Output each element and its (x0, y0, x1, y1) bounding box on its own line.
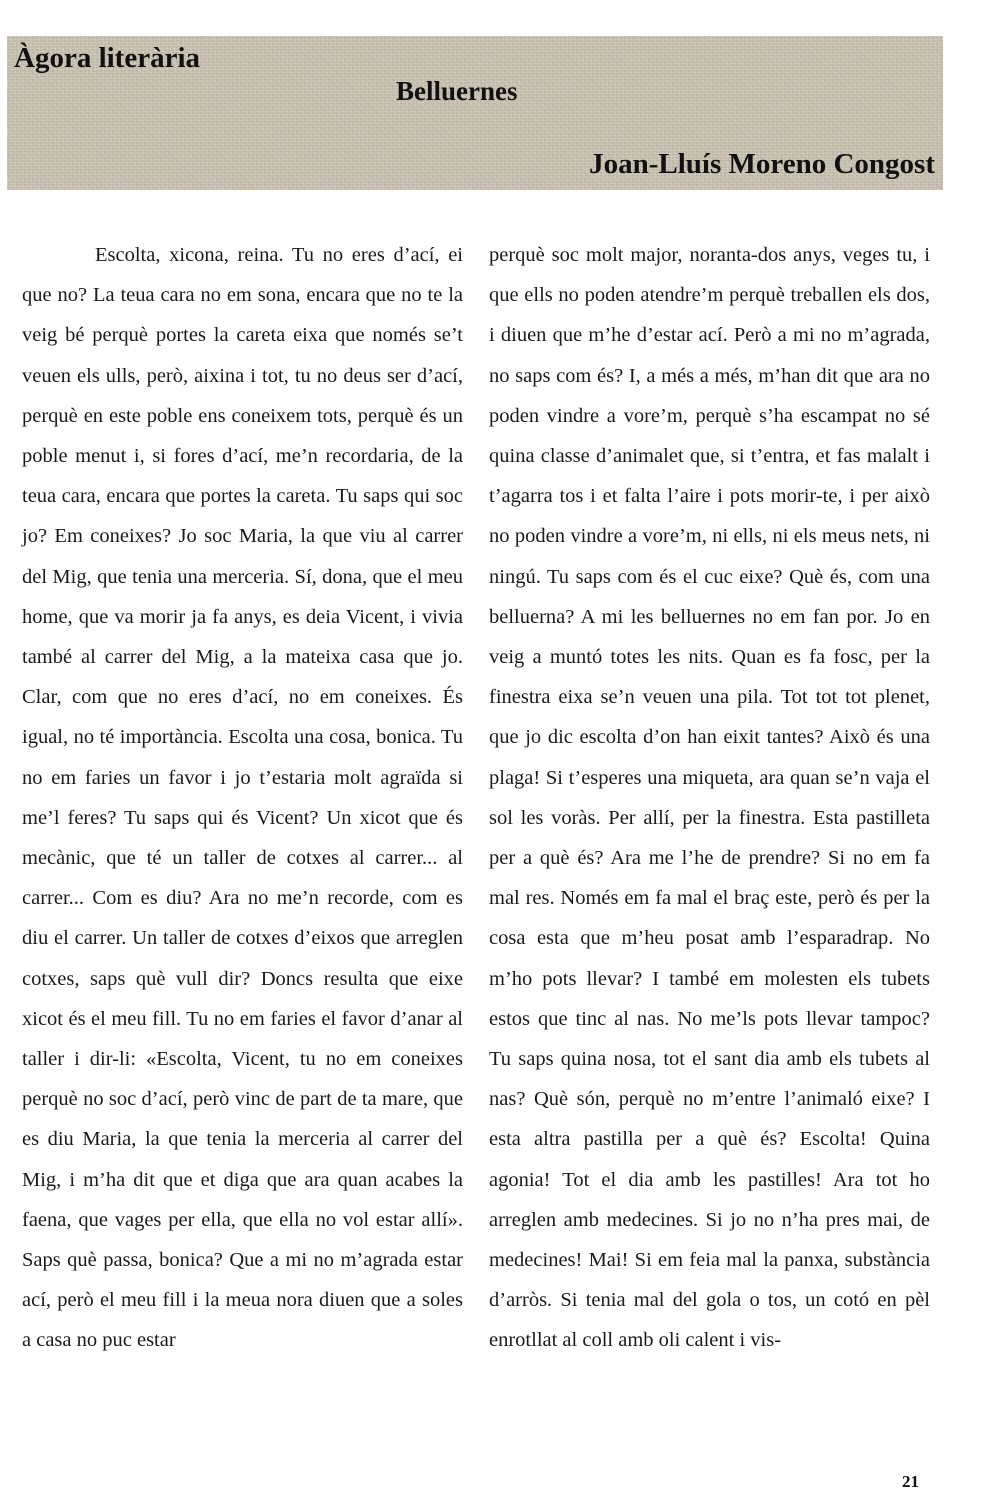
text-column-right (489, 235, 930, 1361)
article-title: Belluernes (396, 76, 518, 106)
author-name: Joan-Lluís Moreno Congost (589, 148, 935, 180)
text-column-left (22, 235, 463, 1361)
page-number: 21 (902, 1472, 919, 1491)
paragraph: perquè soc molt major, noranta-dos anys, veges tu, i que ells no poden atendre’m perquè treballen els dos, i diuen que m’he d’estar ací. Però a mi no m’agrada, no saps com és? I, a més a més, m’han dit que ara no poden vindre a vore’m, perquè s’ha escampat no sé quina classe d’animalet que, si t’entra, et fas malalt i t’agarra tos i et falta l’aire i pots morir-te, i per això no poden vindre a vore’m, ni ells, ni els meus nets, ni ningú. Tu saps com és el cuc eixe? Què és, com una belluerna? A mi les belluernes no em fan por. Jo en veig a muntó totes les nits. Quan es fa fosc, per la finestra eixa se’n veuen una pila. Tot tot tot plenet, que jo dic escolta d’on han eixit tantes? Això és una plaga! Si t’esperes una miqueta, ara quan se’n vaja el sol les voràs. Per allí, per la finestra. Esta pastilleta per a què és? Ara me l’he de prendre? Si no em fa mal res. Només em fa mal el braç este, però és per la cosa esta que m’heu posat amb l’esparadrap. No m’ho pots llevar? I també em molesten els tubets estos que tinc al nas. No me’ls pots llevar tampoc? Tu saps quina nosa, tot el sant dia amb els tubets al nas? Què són, perquè no m’entre l’animaló eixe? I esta altra pastilla per a què és? Escolta! Quina agonia! Tot el dia amb les pastilles! Ara tot ho arreglen amb medecines. Si jo no n’ha pres mai, de medecines! Mai! Si em feia mal la panxa, substància d’arròs. Si tenia mal del gola o tos, un cotó en pèl enrotllat al coll amb oli calent i vis- (489, 244, 930, 1352)
section-title: Àgora literària (14, 42, 201, 74)
paragraph: Escolta, xicona, reina. Tu no eres d’ací, ei que no? La teua cara no em sona, encara que no te la veig bé perquè portes la careta eixa que només se’t veuen els ulls, però, aixina i tot, tu no deus ser d’ací, perquè en este poble ens coneixem tots, perquè és un poble menut i, si fores d’ací, me’n recordaria, de la teua cara, encara que portes la careta. Tu saps qui soc jo? Em coneixes? Jo soc Maria, la que viu al carrer del Mig, que tenia una merceria. Sí, dona, que el meu home, que va morir ja fa anys, es deia Vicent, i vivia també al carrer del Mig, a la mateixa casa que jo. Clar, com que no eres d’ací, no em coneixes. És igual, no té importància. Escolta una cosa, bonica. Tu no em faries un favor i jo t’estaria molt agraïda si me’l feres? Tu saps qui és Vicent? Un xicot que és mecànic, que té un taller de cotxes al carrer... al carrer... Com es diu? Ara no me’n recorde, com es diu el carrer. Un taller de cotxes d’eixos que arreglen cotxes, saps què vull dir? Doncs resulta que eixe xicot és el meu fill. Tu no em faries el favor d’anar al taller i dir-li: «Escolta, Vicent, tu no em coneixes perquè no soc d’ací, però vinc de part de ta mare, que es diu Maria, la que tenia la merceria al carrer del Mig, i m’ha dit que et diga que ara quan acabes la faena, que vages per ella, que ella no vol estar allí». Saps què passa, bonica? Que a mi no m’agrada estar ací, però el meu fill i la meua nora diuen que a soles a casa no puc estar (22, 244, 463, 1352)
header-banner (7, 36, 943, 190)
